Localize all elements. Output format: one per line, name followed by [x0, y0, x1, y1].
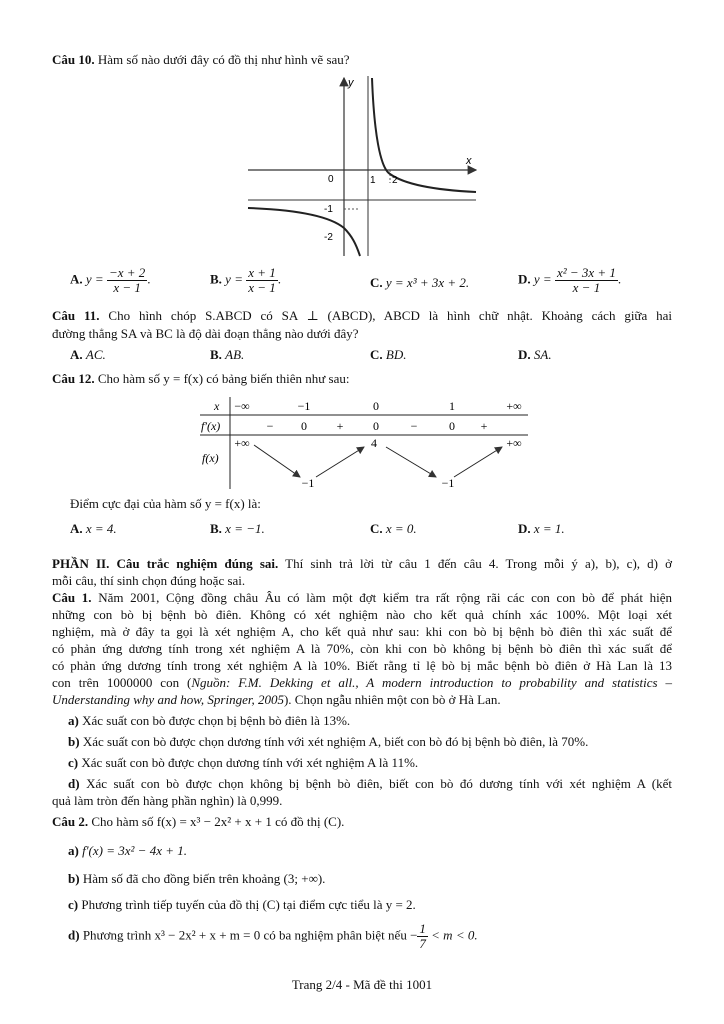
c1-line3: nghiệm, mà ở đây ta gọi là xét nghiệm A, cho kết quả như sau: khi con bò bị bệnh bò điên thì xác suất để [52, 624, 672, 639]
f-value-0: +∞ [234, 436, 250, 450]
variation-table [196, 395, 532, 491]
c2-item-b: b) Hàm số đã cho đồng biến trên khoảng (3; +∞). [68, 871, 326, 886]
q10-a-fraction: $\frac{-x + 2}{x - 1}$ [108, 265, 146, 295]
part2-line2: mỗi câu, thí sinh chọn đúng hoặc sai. [52, 573, 246, 588]
c2-prompt: Câu 2. Cho hàm số f(x) = x³ − 2x² + x + 1 có đồ thị (C). [52, 814, 345, 829]
q12-option-c: C. x = 0. [370, 521, 417, 536]
fprime-sign-0: − [266, 419, 274, 433]
q11-line2: đường thẳng SA và BC là độ dài đoạn thẳng nào dưới đây? [52, 326, 359, 341]
q12-option-b: B. x = −1. [210, 521, 265, 536]
x-value-4: +∞ [506, 399, 522, 413]
f-value-4: +∞ [506, 436, 522, 450]
x-value-3: 1 [449, 399, 455, 413]
part2-heading: PHẦN II. Câu trắc nghiệm đúng sai. Thí sinh trả lời từ câu 1 đến câu 4. Trong mỗi ý a), b), c), d) ở [52, 556, 673, 571]
c2-d-fraction: $\frac{1}{7}$ [419, 921, 426, 951]
q10-option-c: C. y = x³ + 3x + 2. [370, 275, 470, 290]
f-value-2: 4 [371, 436, 377, 450]
origin-label: 0 [328, 174, 334, 185]
fprime-sign-2: + [336, 419, 344, 433]
c1-label: Câu 1. [52, 590, 92, 605]
x-value-1: −1 [297, 399, 311, 413]
tick-y1: -1 [324, 204, 333, 215]
row-label-f: f(x) [202, 451, 219, 465]
row-label-x: x [214, 399, 220, 413]
q11-line1: Câu 11. Cho hình chóp S.ABCD có SA ⊥ (ABCD), ABCD là hình chữ nhật. Khoảng cách giữa hai [52, 308, 673, 323]
tick-x2: 2 [392, 175, 398, 186]
variation-arrows [254, 445, 502, 477]
fprime-sign-4: − [410, 419, 418, 433]
axis-y-label: y [348, 77, 354, 89]
c1-item-a: a) Xác suất con bò được chọn bị bệnh bò điên là 13%. [68, 713, 351, 728]
fprime-signs [267, 419, 488, 433]
x-values [234, 399, 521, 413]
c1-item-c: c) Xác suất con bò được chọn dương tính với xét nghiệm A là 11%. [68, 755, 419, 770]
q10-text: Hàm số nào dưới đây có đồ thị như hình vẽ sau? [97, 52, 350, 67]
tick-y2: -2 [324, 232, 333, 243]
q11-option-d: D. SA. [518, 347, 552, 362]
c1-item-d-cont: quả làm tròn đến hàng phần nghìn) là 0,999. [52, 793, 283, 808]
c2-item-a: a) f′(x) = 3x² − 4x + 1. [68, 843, 187, 858]
q10-label: Câu 10. [52, 52, 95, 67]
f-value-3: −1 [441, 476, 455, 490]
x-value-2: 0 [373, 399, 379, 413]
f-values [234, 436, 521, 490]
q12-label: Câu 12. [52, 371, 95, 386]
tick-x1: 1 [370, 175, 376, 186]
c1-item-b: b) Xác suất con bò được chọn dương tính với xét nghiệm A, biết con bò đó bị bệnh bò điên, là 70%. [68, 734, 589, 749]
fprime-sign-6: + [480, 419, 488, 433]
q10-option-d: D. y = $\frac{\text{x² − 3x + 1}}{x - 1}$ . [518, 265, 622, 295]
c1-line2: những con bò bị bệnh bò điên. Không có xét nghiệm nào cho kết quả chính xác 100%. Một loại xét [52, 607, 672, 622]
q11-option-a: A. AC. [70, 347, 106, 362]
curve-right-branch [372, 78, 476, 192]
row-label-fprime: f′(x) [201, 419, 221, 433]
q12-option-a: A. x = 4. [70, 521, 117, 536]
c1-item-d: d) Xác suất con bò được chọn không bị bệnh bò điên, biết con bò đó dương tính với xét nghiệm A (kết [68, 776, 672, 791]
q10-option-b: B. y = $\frac{x + 1}{x - 1}$ . [210, 265, 282, 295]
c1-line1: Câu 1. Năm 2001, Cộng đồng châu Âu có làm một đợt kiểm tra rất rộng rãi các con con bò để phát hiện [52, 590, 673, 605]
q11-option-b: B. AB. [210, 347, 245, 362]
x-value-0: −∞ [234, 399, 250, 413]
q11-option-c: C. BD. [370, 347, 407, 362]
q11-label: Câu 11. [52, 308, 100, 323]
c2-item-d: d) Phương trình x³ − 2x² + x + m = 0 có ba nghiệm phân biệt nếu − $\frac{1}{7}$ < m < 0. [68, 921, 478, 951]
c1-line6: con trên 1000000 con (Nguồn: F.M. Dekking et all., A modern introduction to probability and statistics – [52, 675, 672, 690]
q10-graph [244, 72, 480, 258]
c2-item-c: c) Phương trình tiếp tuyến của đồ thị (C) tại điểm cực tiểu là y = 2. [68, 897, 416, 912]
fprime-sign-1: 0 [301, 419, 307, 433]
q10-d-fraction: $\frac{\text{x² − 3x + 1}}{x - 1}$ [556, 265, 616, 295]
q12-prompt: Câu 12. Cho hàm số y = f(x) có bảng biến thiên như sau: [52, 371, 350, 386]
page-footer: Trang 2/4 - Mã đề thi 1001 [291, 977, 433, 992]
fprime-sign-3: 0 [373, 419, 379, 433]
c1-line7: Understanding why and how, Springer, 2005). Chọn ngẫu nhiên một con bò ở Hà Lan. [52, 692, 501, 707]
axis-x-label: x [466, 155, 472, 167]
curve-left-branch [248, 208, 360, 256]
q10-prompt [52, 52, 672, 68]
c2-label: Câu 2. [52, 814, 89, 829]
q12-option-d: D. x = 1. [518, 521, 565, 536]
c1-line5: có phản ứng dương tính trong xét nghiệm A là 10%. Biết rằng tỉ lệ bò bị mắc bệnh bò điên ở Hà Lan là 13 [52, 658, 672, 673]
q10-b-fraction: $\frac{x + 1}{x - 1}$ [248, 265, 276, 295]
f-value-1: −1 [301, 476, 315, 490]
fprime-sign-5: 0 [449, 419, 455, 433]
q10-option-a: A. y = $\frac{-x + 2}{x - 1}$ . [70, 265, 151, 295]
c1-line4: có phản ứng dương tính trong xét nghiệm A là 70%, còn khi con bò không bị bệnh bò điên thì xác suất để [52, 641, 672, 656]
q12-question: Điểm cực đại của hàm số y = f(x) là: [70, 496, 261, 511]
